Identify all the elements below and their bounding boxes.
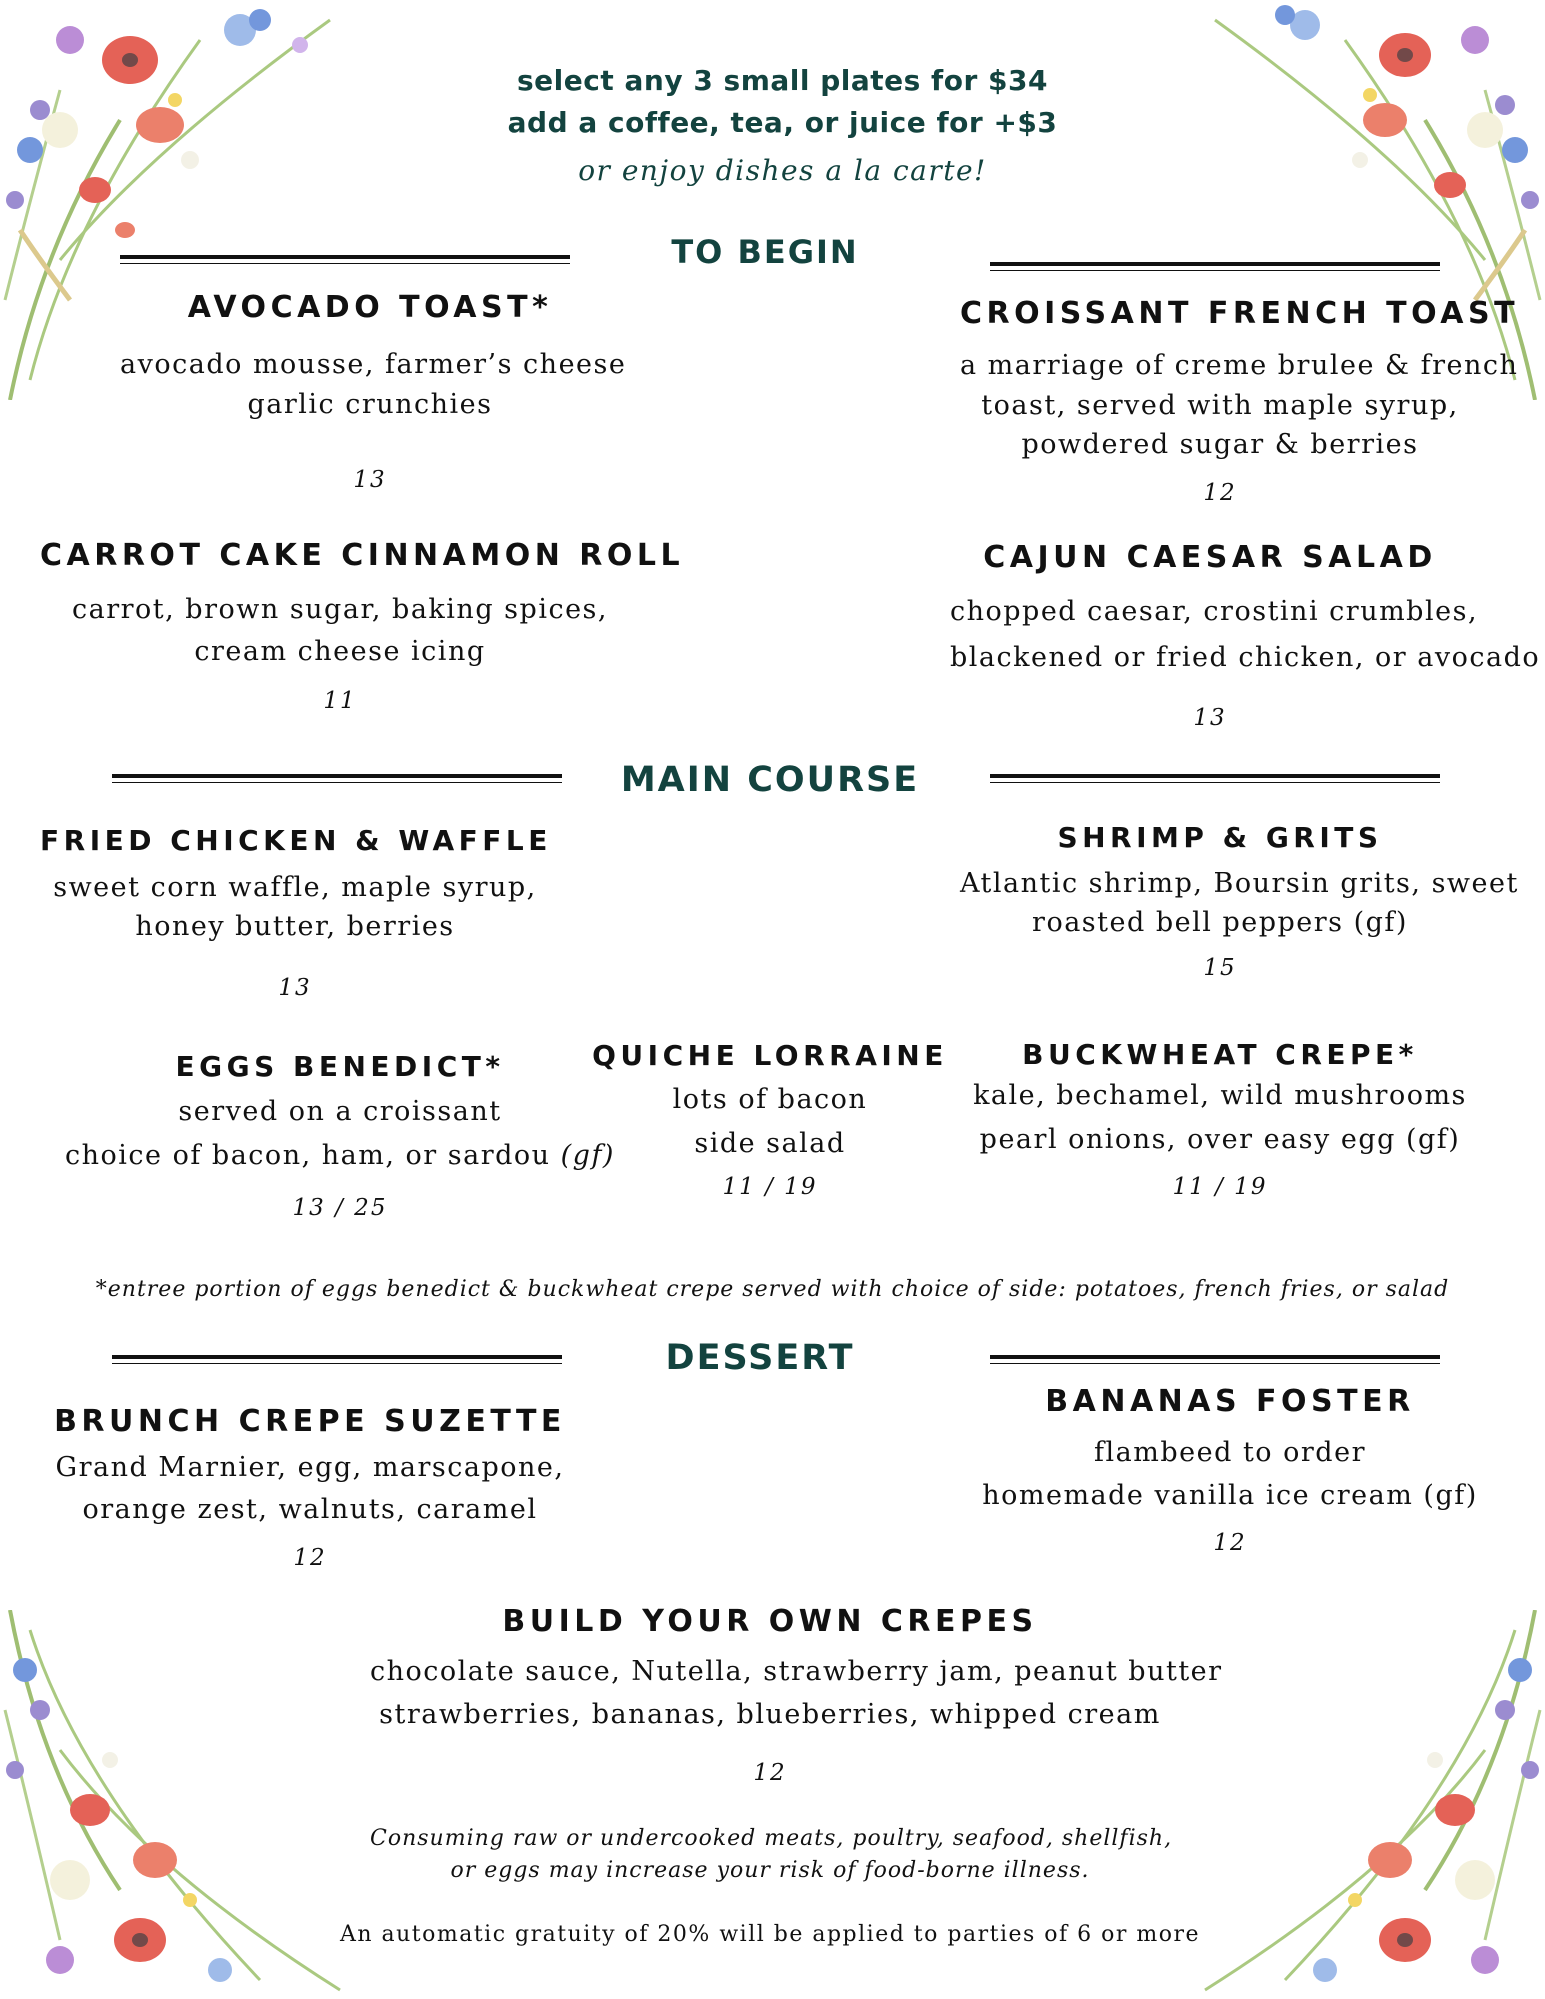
item-price: 13 — [1193, 705, 1227, 731]
section-to-begin: TO BEGIN — [671, 233, 859, 271]
divider-rule — [120, 255, 570, 264]
divider-rule — [990, 262, 1440, 271]
item-title: BUCKWHEAT CREPE* — [1022, 1038, 1418, 1071]
item-title: CAJUN CAESAR SALAD — [983, 540, 1437, 575]
item-price: 12 — [1203, 480, 1237, 506]
item-desc: lots of bacon — [672, 1084, 868, 1115]
divider-rule — [112, 1355, 562, 1364]
item-price: 13 — [278, 975, 312, 1001]
item-desc-tag: (gf) — [560, 1140, 615, 1171]
item-title: CROISSANT FRENCH TOAST — [960, 296, 1520, 331]
item-title: CARROT CAKE CINNAMON ROLL — [40, 538, 685, 573]
promo-line-2: add a coffee, tea, or juice for +$3 — [507, 106, 1058, 139]
item-title: FRIED CHICKEN & WAFFLE — [40, 824, 552, 857]
item-desc: a marriage of creme brulee & french — [960, 350, 1519, 381]
item-price: 12 — [293, 1545, 327, 1571]
item-title: SHRIMP & GRITS — [1057, 821, 1383, 854]
item-desc: homemade vanilla ice cream (gf) — [982, 1480, 1478, 1511]
item-price: 11 / 19 — [1172, 1174, 1268, 1200]
item-desc: kale, bechamel, wild mushrooms — [973, 1080, 1467, 1111]
section-dessert: DESSERT — [665, 1338, 855, 1378]
item-desc: toast, served with maple syrup, — [981, 390, 1459, 421]
floral-corner-top-left-icon — [0, 0, 360, 400]
item-price: 11 / 19 — [722, 1174, 818, 1200]
item-desc: flambeed to order — [1094, 1437, 1366, 1468]
item-desc: powdered sugar & berries — [1021, 429, 1419, 460]
item-title: BANANAS FOSTER — [1045, 1384, 1415, 1419]
item-desc: strawberries, bananas, blueberries, whipped cream — [379, 1699, 1161, 1730]
food-safety-note-line-2: or eggs may increase your risk of food-borne illness. — [450, 1858, 1090, 1883]
item-price: 13 — [353, 467, 387, 493]
item-desc: honey butter, berries — [135, 911, 455, 942]
food-safety-note-line-1: Consuming raw or undercooked meats, poultry, seafood, shellfish, — [370, 1826, 1173, 1851]
floral-corner-bottom-right-icon — [1185, 1610, 1545, 1999]
item-desc: Atlantic shrimp, Boursin grits, sweet — [960, 868, 1519, 899]
item-desc: chopped caesar, crostini crumbles, — [950, 596, 1479, 627]
item-desc: blackened or fried chicken, or avocado — [950, 642, 1541, 673]
item-desc — [40, 1136, 640, 1176]
gratuity-note: An automatic gratuity of 20% will be applied to parties of 6 or more — [339, 1922, 1201, 1947]
item-desc: side salad — [694, 1128, 846, 1159]
item-title: BRUNCH CREPE SUZETTE — [54, 1404, 566, 1439]
floral-corner-bottom-left-icon — [0, 1610, 360, 1999]
divider-rule — [990, 774, 1440, 783]
divider-rule — [112, 774, 562, 783]
item-desc: cream cheese icing — [194, 636, 486, 667]
item-desc: garlic crunchies — [247, 389, 493, 420]
entree-note: *entree portion of eggs benedict & buckwheat crepe served with choice of side: potatoes, french fries, or salad — [95, 1277, 1450, 1302]
item-desc-text: choice of bacon, ham, or sardou — [65, 1140, 551, 1171]
item-desc: orange zest, walnuts, caramel — [82, 1494, 538, 1525]
item-desc: Grand Marnier, egg, marscapone, — [55, 1452, 565, 1483]
item-title: BUILD YOUR OWN CREPES — [502, 1604, 1038, 1639]
item-price: 12 — [1213, 1530, 1247, 1556]
divider-rule — [990, 1355, 1440, 1364]
promo-line-1: select any 3 small plates for $34 — [517, 64, 1048, 97]
item-desc: roasted bell peppers (gf) — [1032, 907, 1408, 938]
item-desc: chocolate sauce, Nutella, strawberry jam, peanut butter — [370, 1656, 1223, 1687]
item-desc: pearl onions, over easy egg (gf) — [979, 1124, 1461, 1155]
item-price: 12 — [753, 1760, 787, 1786]
item-desc: carrot, brown sugar, baking spices, — [71, 594, 608, 625]
promo-line-3: or enjoy dishes a la carte! — [578, 154, 987, 187]
item-desc: avocado mousse, farmer’s cheese — [120, 349, 627, 380]
item-price: 13 / 25 — [292, 1195, 388, 1221]
item-title: EGGS BENEDICT* — [175, 1050, 505, 1083]
item-title: QUICHE LORRAINE — [592, 1039, 948, 1072]
item-price: 11 — [323, 688, 357, 714]
item-price: 15 — [1203, 955, 1237, 981]
item-desc: sweet corn waffle, maple syrup, — [53, 872, 537, 903]
item-desc: served on a croissant — [178, 1096, 502, 1127]
section-main-course: MAIN COURSE — [620, 760, 920, 800]
item-title: AVOCADO TOAST* — [187, 290, 553, 325]
floral-corner-top-right-icon — [1185, 0, 1545, 400]
